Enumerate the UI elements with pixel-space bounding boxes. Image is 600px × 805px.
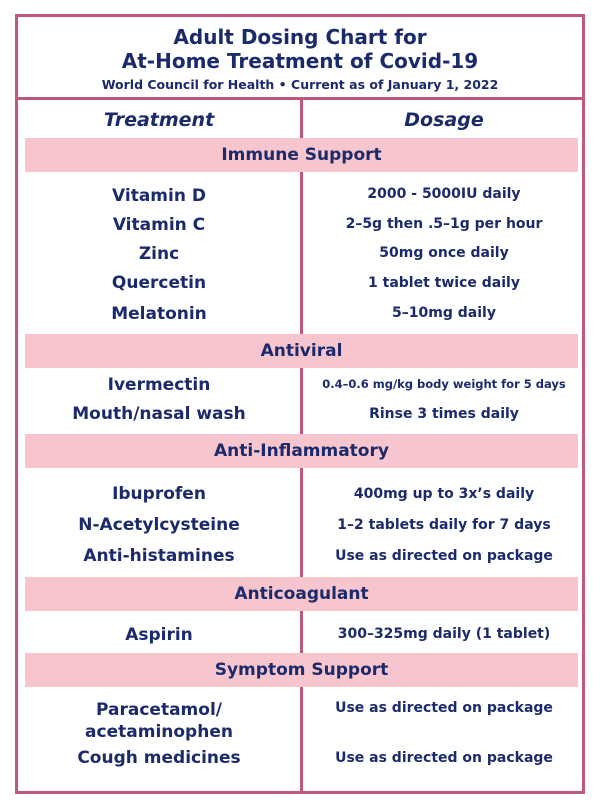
treatment-paracetamol-line-2: acetaminophen xyxy=(85,722,233,742)
dosage-anti-histamines: Use as directed on package xyxy=(335,548,553,564)
treatment-ivermectin: Ivermectin xyxy=(107,375,211,395)
section-symptom-support: Symptom Support xyxy=(25,653,578,687)
section-antiviral: Antiviral xyxy=(25,334,578,368)
dosage-quercetin: 1 tablet twice daily xyxy=(368,275,520,291)
dosage-vitamin-c: 2–5g then .5–1g per hour xyxy=(345,216,543,232)
dosage-zinc: 50mg once daily xyxy=(379,245,509,261)
treatment-melatonin: Melatonin xyxy=(111,304,207,324)
column-header-treatment: Treatment xyxy=(103,109,215,131)
treatment-aspirin: Aspirin xyxy=(125,625,193,645)
dosage-vitamin-d: 2000 - 5000IU daily xyxy=(367,186,521,202)
dosage-ivermectin: 0.4–0.6 mg/kg body weight for 5 days xyxy=(322,377,566,391)
treatment-zinc: Zinc xyxy=(138,244,180,264)
dosing-chart xyxy=(15,14,585,794)
dosage-n-acetylcysteine: 1–2 tablets daily for 7 days xyxy=(337,517,551,533)
treatment-ibuprofen: Ibuprofen xyxy=(112,484,206,504)
section-anti-inflammatory: Anti-Inflammatory xyxy=(25,434,578,468)
chart-header xyxy=(18,17,582,100)
section-anticoagulant: Anticoagulant xyxy=(25,577,578,611)
section-immune-support: Immune Support xyxy=(25,138,578,172)
treatment-anti-histamines: Anti-histamines xyxy=(83,546,235,566)
dosage-aspirin: 300–325mg daily (1 tablet) xyxy=(337,626,551,642)
dosage-melatonin: 5–10mg daily xyxy=(392,305,496,321)
title-line-1: Adult Dosing Chart for xyxy=(173,25,427,49)
treatment-quercetin: Quercetin xyxy=(111,273,207,293)
title-line-2: At-Home Treatment of Covid-19 xyxy=(121,49,479,73)
dosage-ibuprofen: 400mg up to 3x’s daily xyxy=(353,486,535,502)
treatment-paracetamol-line-1: Paracetamol/ xyxy=(96,700,222,720)
dosage-paracetamol: Use as directed on package xyxy=(335,700,553,716)
treatment-n-acetylcysteine: N-Acetylcysteine xyxy=(78,515,240,535)
dosage-cough-medicines: Use as directed on package xyxy=(335,750,553,766)
treatment-cough-medicines: Cough medicines xyxy=(77,748,241,768)
treatment-vitamin-c: Vitamin C xyxy=(112,215,206,235)
treatment-vitamin-d: Vitamin D xyxy=(112,186,206,206)
subtitle: World Council for Health • Current as of January 1, 2022 xyxy=(101,77,499,92)
column-header-dosage: Dosage xyxy=(404,109,484,131)
treatment-mouth-nasal-wash: Mouth/nasal wash xyxy=(72,404,246,424)
dosage-mouth-nasal-wash: Rinse 3 times daily xyxy=(369,406,519,422)
